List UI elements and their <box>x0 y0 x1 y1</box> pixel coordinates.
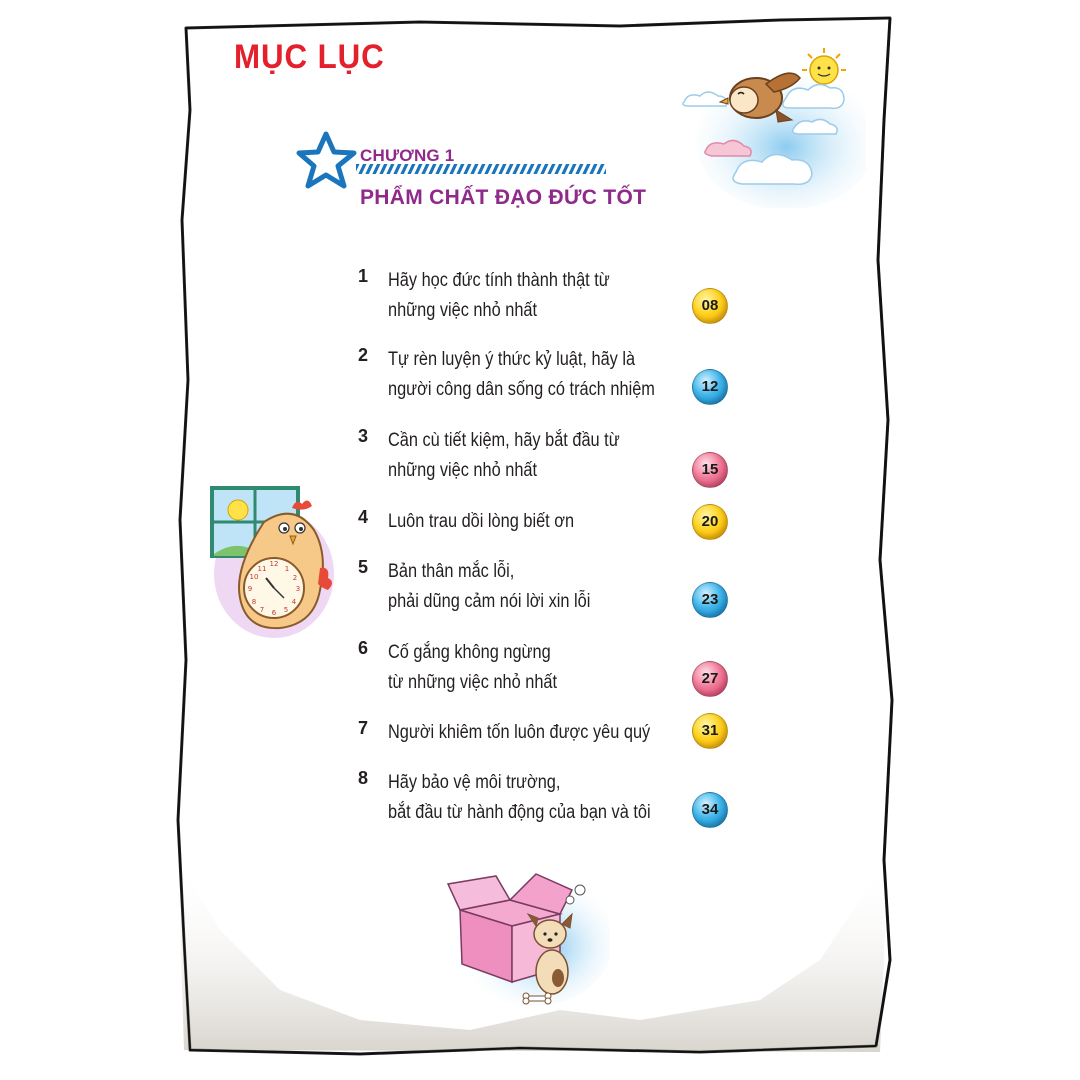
entry-title-line: phải dũng cảm nói lời xin lỗi <box>388 591 591 612</box>
page-number-badge: 34 <box>692 792 728 828</box>
svg-text:2: 2 <box>292 574 298 582</box>
entry-number: 1 <box>358 266 369 286</box>
entry-title <box>388 557 646 617</box>
chapter-label: CHƯƠNG 1 <box>360 146 455 165</box>
entry-title-line: Cố gắng không ngừng <box>388 642 551 663</box>
entry-title <box>388 638 646 698</box>
entry-number: 3 <box>358 426 369 446</box>
page-number-badge: 12 <box>692 369 728 405</box>
entry-title-line: Bản thân mắc lỗi, <box>388 561 515 582</box>
entry-title-line: Luôn trau dồi lòng biết ơn <box>388 511 575 532</box>
star-icon <box>296 130 360 190</box>
entry-number: 6 <box>358 638 369 658</box>
svg-text:6: 6 <box>271 609 277 617</box>
page-number-badge: 27 <box>692 661 728 697</box>
svg-text:3: 3 <box>295 585 301 593</box>
entry-title-line: từ những việc nhỏ nhất <box>388 672 558 693</box>
svg-text:5: 5 <box>283 606 289 614</box>
page-number-badge: 31 <box>692 713 728 749</box>
puppy-box-illustration <box>440 860 610 1010</box>
entry-title-line: Hãy bảo vệ môi trường, <box>388 772 561 793</box>
entry-title <box>388 345 655 405</box>
page-number-badge: 20 <box>692 504 728 540</box>
page-title: MỤC LỤC <box>234 38 385 76</box>
entry-title-line: người công dân sống có trách nhiệm <box>388 379 655 400</box>
entry-title-line: bắt đầu từ hành động của bạn và tôi <box>388 802 651 823</box>
page-number-badge: 08 <box>692 288 728 324</box>
chicken-clock-illustration <box>204 482 334 642</box>
entry-number: 4 <box>358 507 369 527</box>
svg-text:4: 4 <box>291 598 297 606</box>
entry-number: 2 <box>358 345 369 365</box>
entry-title-line: Cần cù tiết kiệm, hãy bắt đầu từ <box>388 430 620 451</box>
entry-title-line: những việc nhỏ nhất <box>388 460 538 481</box>
entry-title-line: những việc nhỏ nhất <box>388 300 538 321</box>
entry-title <box>388 768 651 828</box>
entry-number: 8 <box>358 768 369 788</box>
entry-number: 7 <box>358 718 369 738</box>
entry-title <box>388 426 646 486</box>
svg-text:12: 12 <box>269 560 279 568</box>
bird-sun-clouds-illustration <box>676 40 866 208</box>
svg-text:1: 1 <box>284 565 290 573</box>
svg-text:8: 8 <box>251 598 257 606</box>
page-number-badge: 15 <box>692 452 728 488</box>
entry-title <box>388 718 651 748</box>
entry-title <box>388 266 646 326</box>
svg-text:10: 10 <box>249 573 259 581</box>
svg-text:11: 11 <box>257 565 267 573</box>
svg-text:9: 9 <box>247 585 253 593</box>
entry-title-line: Tự rèn luyện ý thức kỷ luật, hãy là <box>388 349 636 370</box>
entry-number: 5 <box>358 557 369 577</box>
entry-title <box>388 507 646 537</box>
svg-text:7: 7 <box>259 606 265 614</box>
chapter-title: PHẨM CHẤT ĐẠO ĐỨC TỐT <box>360 186 647 209</box>
entry-title-line: Hãy học đức tính thành thật từ <box>388 270 610 291</box>
page-number-badge: 23 <box>692 582 728 618</box>
entry-title-line: Người khiêm tốn luôn được yêu quý <box>388 722 651 743</box>
